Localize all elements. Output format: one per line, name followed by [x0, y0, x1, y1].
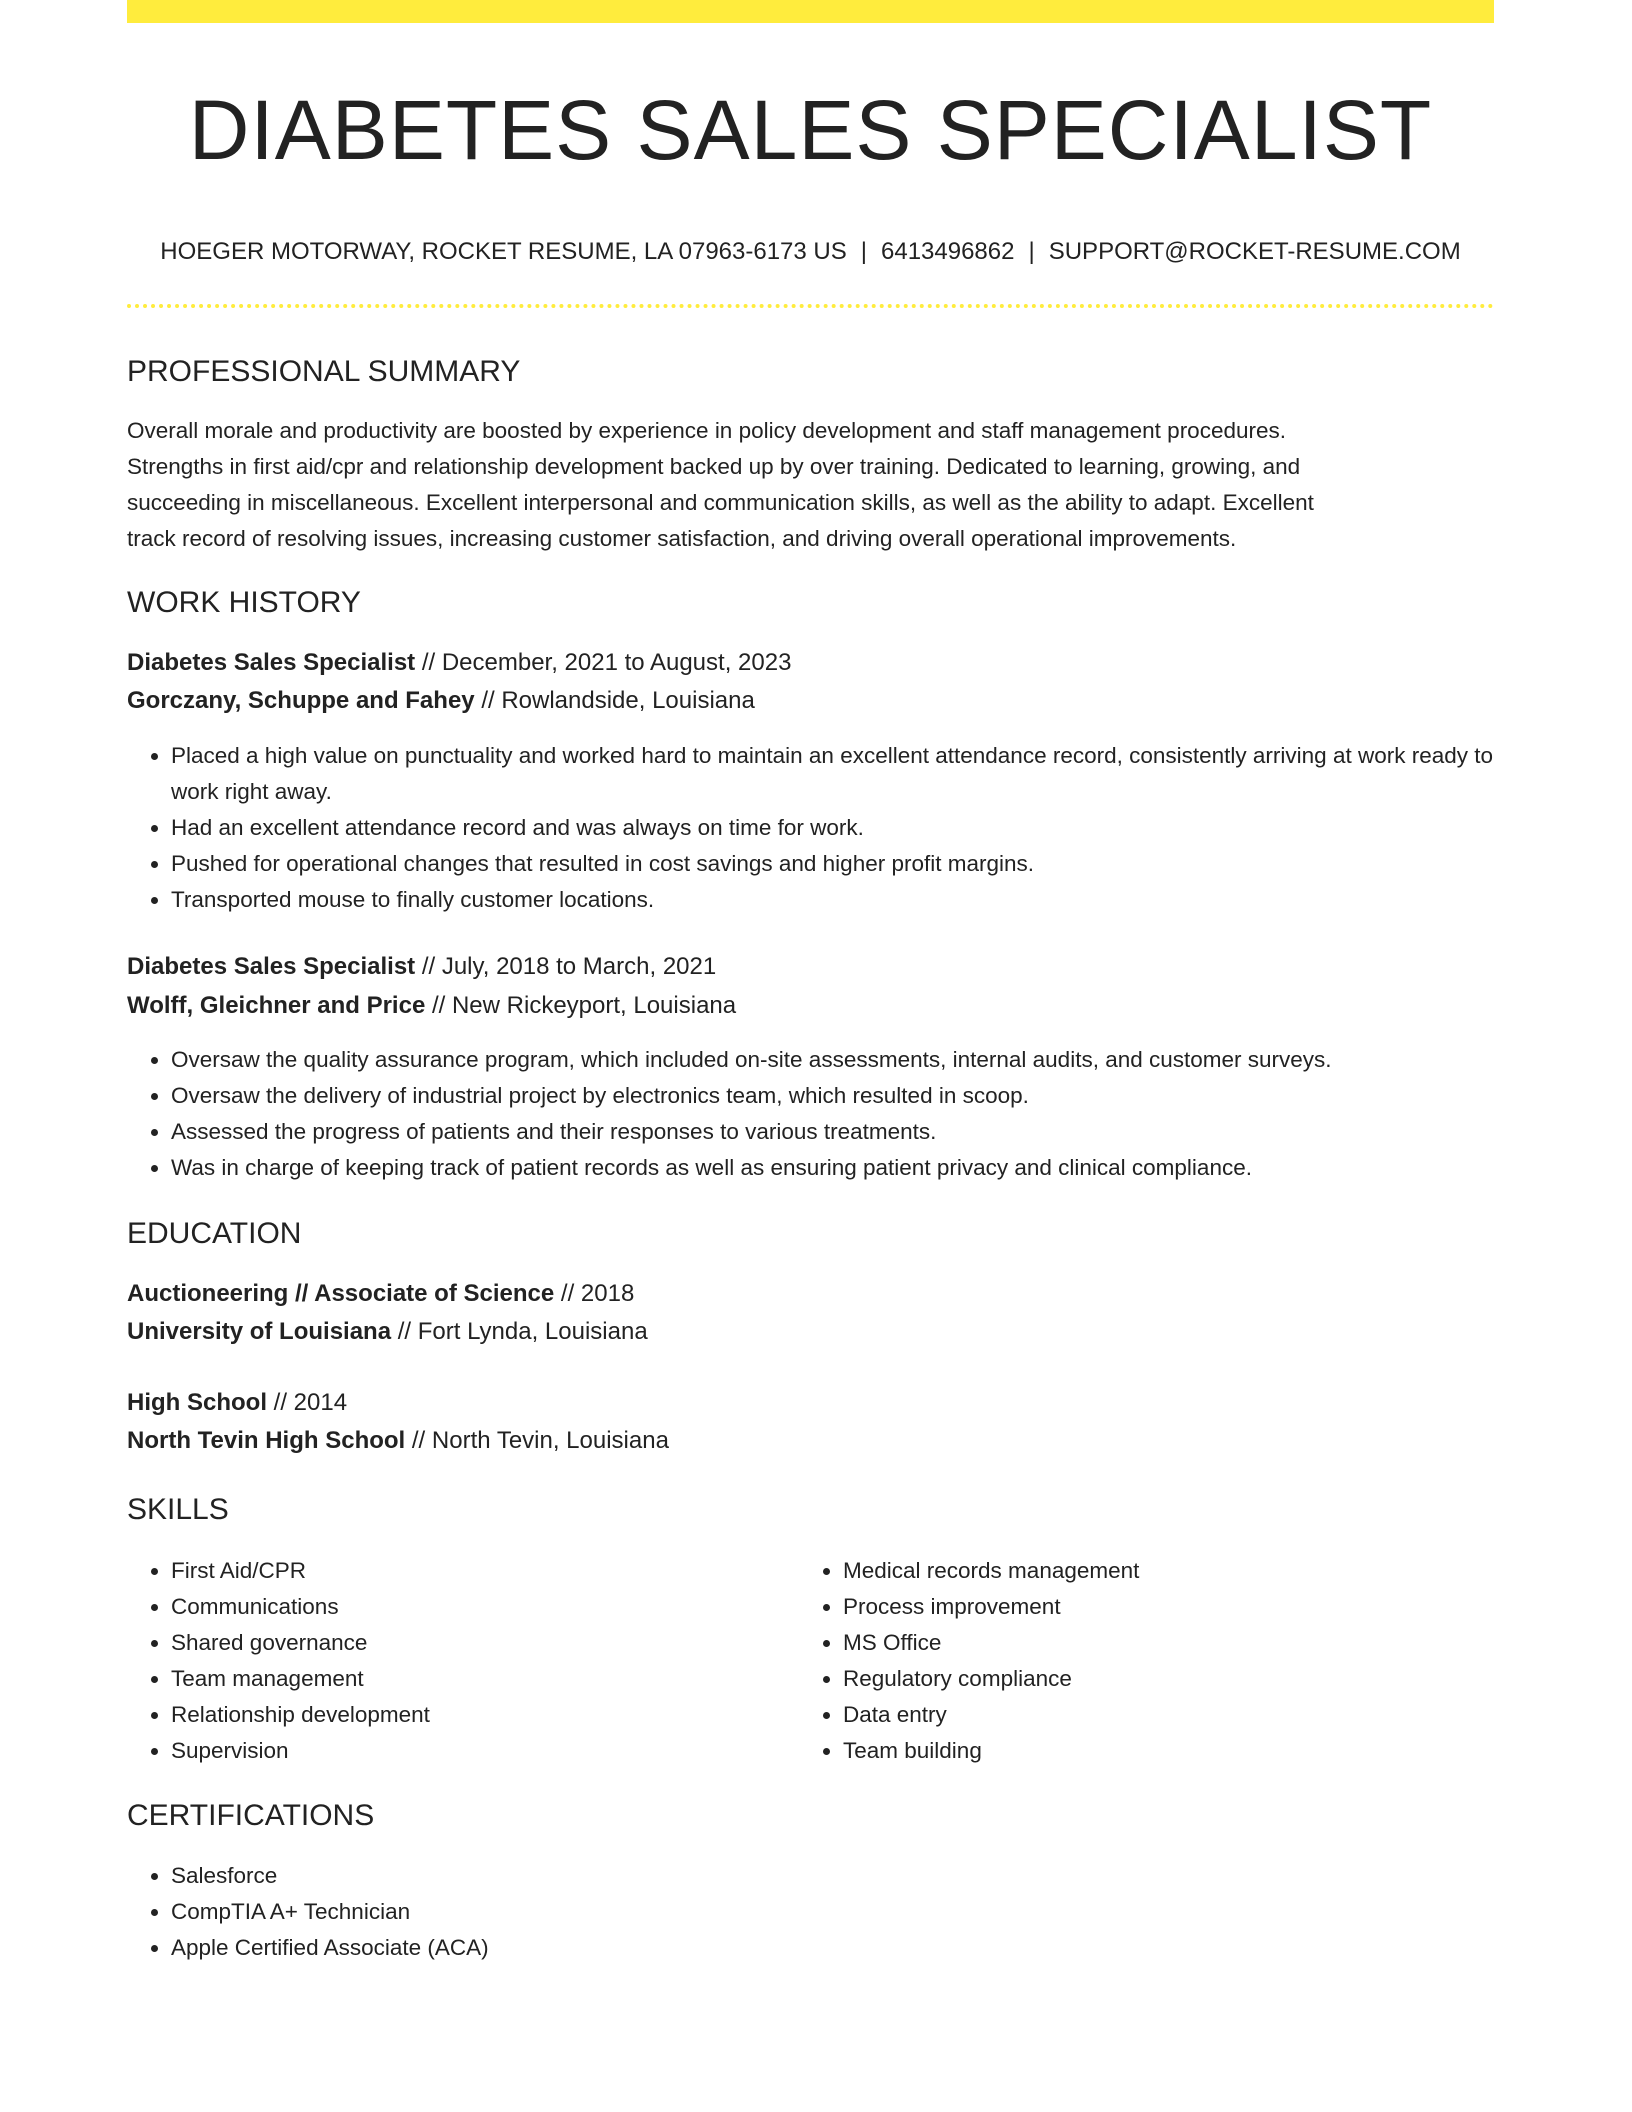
education-year: // 2018	[560, 1280, 635, 1307]
education-degree: Auctioneering // Associate of Science	[127, 1280, 555, 1307]
skill-item: • Data entry	[843, 1697, 1494, 1733]
job-bullet: • Assessed the progress of patients and their responses to various treatments.	[171, 1114, 1494, 1150]
certifications-list	[127, 1858, 1494, 1966]
contact-separator: |	[860, 238, 867, 265]
certification-item: • Salesforce	[171, 1858, 1494, 1894]
summary-line: Overall morale and productivity are boosted by experience in policy development and staff management procedures.	[127, 418, 1286, 443]
work-history-heading: WORK HISTORY	[127, 586, 361, 619]
skill-item: • Regulatory compliance	[843, 1661, 1494, 1697]
job-role: Diabetes Sales Specialist	[127, 953, 416, 980]
skill-item: • Process improvement	[843, 1589, 1494, 1625]
job-bullet: • Transported mouse to finally customer locations.	[171, 882, 1494, 918]
summary-line: succeeding in miscellaneous. Excellent interpersonal and communication skills, as well as the ability to adapt. Excellent	[127, 490, 1314, 515]
job-title-line	[127, 645, 791, 681]
contact-email: SUPPORT@ROCKET-RESUME.COM	[1048, 238, 1461, 265]
job-bullet: • Oversaw the delivery of industrial project by electronics team, which resulted in scoop.	[171, 1078, 1494, 1114]
job-bullet: • Placed a high value on punctuality and worked hard to maintain an excellent attendance record, consistently arriving at work ready to work right away.	[171, 738, 1494, 810]
job-company: Gorczany, Schuppe and Fahey	[127, 687, 475, 714]
skill-item: • Communications	[171, 1589, 799, 1625]
dotted-divider	[127, 304, 1494, 308]
job-dates: // December, 2021 to August, 2023	[421, 649, 792, 676]
education-location: // North Tevin, Louisiana	[411, 1427, 669, 1454]
skills-list-right	[799, 1553, 1494, 1769]
summary-paragraph	[127, 413, 1494, 557]
skill-item: • Team building	[843, 1733, 1494, 1769]
skill-item: • Team management	[171, 1661, 799, 1697]
job-dates: // July, 2018 to March, 2021	[421, 953, 717, 980]
certifications-heading: CERTIFICATIONS	[127, 1799, 375, 1832]
contact-line	[127, 235, 1494, 269]
skill-item: • Relationship development	[171, 1697, 799, 1733]
certification-item: • CompTIA A+ Technician	[171, 1894, 1494, 1930]
skill-item: • MS Office	[843, 1625, 1494, 1661]
top-accent-bar	[127, 0, 1494, 23]
job-bullet: • Had an excellent attendance record and was always on time for work.	[171, 810, 1494, 846]
skill-item: • First Aid/CPR	[171, 1553, 799, 1589]
skill-item: • Medical records management	[843, 1553, 1494, 1589]
job-company-line	[127, 683, 755, 719]
education-degree-line	[127, 1276, 634, 1312]
job-bullet: • Oversaw the quality assurance program, which included on-site assessments, internal audits, and customer surveys.	[171, 1042, 1494, 1078]
education-degree-line	[127, 1385, 347, 1421]
certification-item: • Apple Certified Associate (ACA)	[171, 1930, 1494, 1966]
summary-line: Strengths in first aid/cpr and relationship development backed up by over training. Dedicated to learning, growing, and	[127, 454, 1301, 479]
job-bullet: • Pushed for operational changes that resulted in cost savings and higher profit margins.	[171, 846, 1494, 882]
education-school: University of Louisiana	[127, 1318, 392, 1345]
contact-phone: 6413496862	[881, 238, 1015, 265]
skills-heading: SKILLS	[127, 1493, 229, 1526]
education-school-line	[127, 1314, 648, 1350]
education-school-line	[127, 1423, 669, 1459]
contact-address: HOEGER MOTORWAY, ROCKET RESUME, LA 07963-6173 US	[160, 238, 847, 265]
education-school: North Tevin High School	[127, 1427, 406, 1454]
education-year: // 2014	[273, 1389, 348, 1416]
summary-line: track record of resolving issues, increasing customer satisfaction, and driving overall operational improvements.	[127, 526, 1237, 551]
job-bullets	[127, 1042, 1494, 1186]
education-heading: EDUCATION	[127, 1217, 302, 1250]
skill-item: • Supervision	[171, 1733, 799, 1769]
job-title-line	[127, 949, 716, 985]
job-location: // Rowlandside, Louisiana	[481, 687, 755, 714]
skills-list-left	[127, 1553, 799, 1769]
job-bullet: • Was in charge of keeping track of patient records as well as ensuring patient privacy and clinical compliance.	[171, 1150, 1494, 1186]
summary-heading: PROFESSIONAL SUMMARY	[127, 355, 521, 388]
skill-item: • Shared governance	[171, 1625, 799, 1661]
job-company-line	[127, 988, 736, 1024]
education-location: // Fort Lynda, Louisiana	[397, 1318, 648, 1345]
job-location: // New Rickeyport, Louisiana	[431, 992, 737, 1019]
education-degree: High School	[127, 1389, 267, 1416]
job-company: Wolff, Gleichner and Price	[127, 992, 426, 1019]
job-bullets	[127, 738, 1494, 918]
contact-separator: |	[1028, 238, 1035, 265]
resume-name: DIABETES SALES SPECIALIST	[188, 83, 1433, 177]
job-role: Diabetes Sales Specialist	[127, 649, 416, 676]
